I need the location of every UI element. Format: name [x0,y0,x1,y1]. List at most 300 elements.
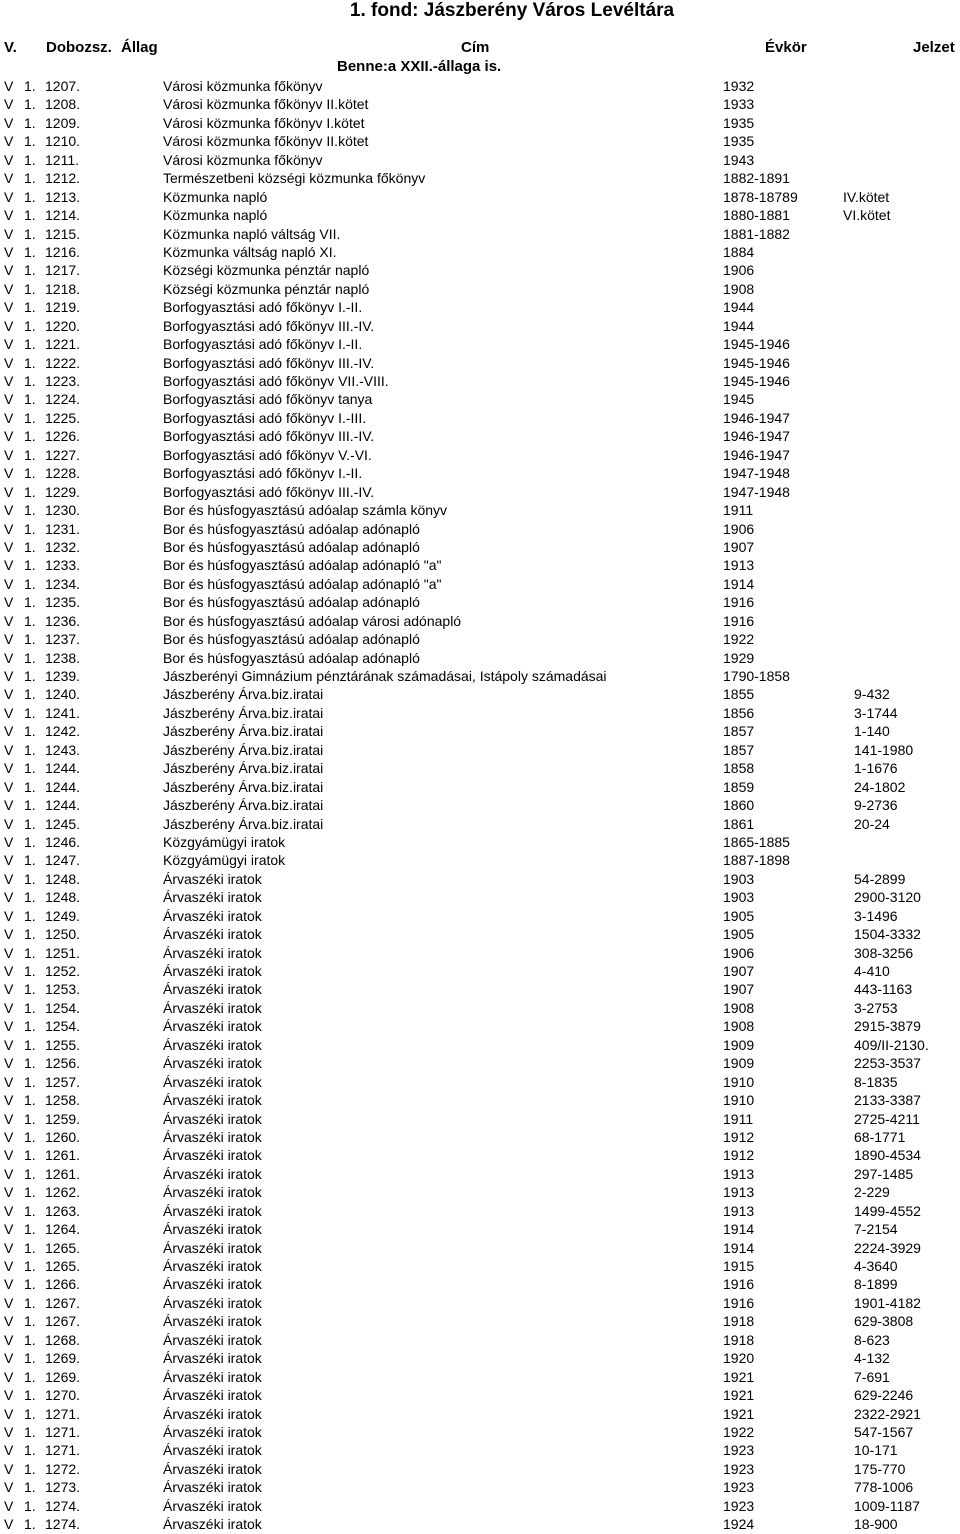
cell-dobozsz: 1. [24,1202,36,1219]
cell-evkor: 1884 [723,243,755,260]
table-row [0,427,960,445]
cell-cim: Bor és húsfogyasztású adóalap adónapló [163,649,420,666]
cell-cim: Árvaszéki iratok [163,981,262,998]
cell-dobozsz: 1. [24,963,36,979]
cell-dobozsz: 1. [24,170,36,187]
cell-allag: 1244. [45,797,81,814]
cell-allag: 1234. [45,575,81,592]
cell-v: V [4,668,14,684]
table-row [0,1110,960,1128]
cell-cim: Bor és húsfogyasztású adóalap adónapló [163,594,420,611]
cell-dobozsz: 1. [24,594,36,611]
table-row [0,390,960,408]
cell-cim: Árvaszéki iratok [163,1110,262,1127]
table-row [0,151,960,169]
cell-jelzet: 7-2154 [854,1221,898,1238]
cell-dobozsz: 1. [24,944,36,961]
cell-evkor: 1913 [723,557,755,574]
cell-jelzet: 1499-4552 [854,1202,921,1219]
cell-evkor: 1865-1885 [723,833,790,850]
cell-allag: 1211. [45,151,79,168]
cell-cim: Árvaszéki iratok [163,1423,262,1440]
table-row [0,1331,960,1349]
cell-evkor: 1935 [723,133,755,150]
cell-cim: Községi közmunka pénztár napló [163,262,370,279]
cell-evkor: 1947-1948 [723,483,790,500]
cell-v: V [4,502,14,519]
cell-dobozsz: 1. [24,207,36,224]
cell-v: V [4,188,14,205]
cell-jelzet: 1-1676 [854,760,898,777]
cell-dobozsz: 1. [24,760,36,777]
table-row [0,870,960,888]
table-row [0,630,960,648]
cell-dobozsz: 1. [24,1405,36,1422]
table-row [0,1073,960,1091]
table-row [0,188,960,206]
cell-allag: 1254. [45,1018,81,1035]
table-row [0,1460,960,1478]
cell-jelzet: 629-3808 [854,1313,914,1330]
table-row [0,1294,960,1312]
cell-allag: 1244. [45,760,81,777]
cell-evkor: 1944 [723,299,755,316]
cell-cim: Árvaszéki iratok [163,1184,262,1201]
cell-allag: 1222. [45,354,81,371]
table-row [0,1312,960,1330]
cell-evkor: 1906 [723,520,755,537]
cell-dobozsz: 1. [24,668,36,684]
header-evkor: Évkör [765,39,807,56]
cell-dobozsz: 1. [24,1331,36,1348]
cell-cim: Árvaszéki iratok [163,1331,262,1348]
cell-cim: Jászberény Árva.biz.iratai [163,760,324,777]
cell-allag: 1243. [45,741,81,758]
cell-evkor: 1913 [723,1165,755,1182]
cell-allag: 1271. [45,1405,81,1422]
cell-evkor: 1857 [723,723,755,740]
table-row [0,999,960,1017]
cell-v: V [4,870,14,887]
cell-jelzet: IV.kötet [843,188,890,205]
cell-v: V [4,557,14,574]
header-allag: Állag [121,39,158,56]
cell-v: V [4,963,14,979]
cell-v: V [4,409,14,426]
cell-v: V [4,999,14,1016]
table-row [0,114,960,132]
cell-v: V [4,133,14,150]
cell-dobozsz: 1. [24,741,36,758]
cell-cim: Árvaszéki iratok [163,1442,262,1459]
table-body [0,77,960,1534]
cell-evkor: 1943 [723,151,755,168]
cell-jelzet: 1890-4534 [854,1147,921,1164]
cell-v: V [4,391,14,408]
cell-v: V [4,262,14,279]
cell-jelzet: 2900-3120 [854,889,921,906]
cell-cim: Városi közmunka főkönyv II.kötet [163,96,369,113]
cell-v: V [4,373,14,389]
cell-jelzet: 175-770 [854,1460,906,1477]
page-title: 1. fond: Jászberény Város Levéltára [349,0,675,21]
cell-jelzet: 1-140 [854,723,890,740]
cell-dobozsz: 1. [24,133,36,150]
cell-evkor: 1922 [723,1423,755,1440]
cell-cim: Árvaszéki iratok [163,1147,262,1164]
cell-cim: Borfogyasztási adó főkönyv III.-IV. [163,354,375,371]
cell-cim: Bor és húsfogyasztású adóalap adónapló [163,538,420,555]
cell-allag: 1266. [45,1276,81,1293]
cell-cim: Közmunka napló [163,207,268,224]
cell-cim: Jászberény Árva.biz.iratai [163,704,324,721]
table-row [0,501,960,519]
table-row [0,464,960,482]
cell-allag: 1274. [45,1516,81,1533]
table-row [0,1128,960,1146]
cell-allag: 1207. [45,78,81,94]
cell-dobozsz: 1. [24,723,36,740]
cell-allag: 1254. [45,999,81,1016]
table-row [0,575,960,593]
cell-cim: Közgyámügyi iratok [163,852,286,869]
cell-jelzet: 8-623 [854,1331,890,1348]
cell-cim: Jászberény Árva.biz.iratai [163,778,324,795]
cell-allag: 1267. [45,1294,81,1311]
cell-v: V [4,1221,14,1238]
cell-cim: Árvaszéki iratok [163,1460,262,1477]
cell-jelzet: 10-171 [854,1442,898,1459]
cell-v: V [4,317,14,334]
cell-dobozsz: 1. [24,317,36,334]
cell-cim: Természetbeni községi közmunka főkönyv [163,170,426,187]
cell-evkor: 1915 [723,1258,755,1274]
cell-dobozsz: 1. [24,1221,36,1238]
cell-v: V [4,225,14,242]
cell-evkor: 1909 [723,1055,755,1072]
header-cim: Cím [461,39,490,56]
cell-v: V [4,981,14,998]
cell-evkor: 1905 [723,907,755,924]
cell-v: V [4,778,14,795]
cell-jelzet: 4-410 [854,963,890,979]
table-row [0,1091,960,1109]
cell-dobozsz: 1. [24,78,36,94]
cell-cim: Városi közmunka főkönyv I.kötet [163,114,365,131]
cell-cim: Árvaszéki iratok [163,1239,262,1256]
cell-evkor: 1918 [723,1331,755,1348]
cell-allag: 1231. [45,520,81,537]
cell-allag: 1247. [45,852,81,869]
cell-jelzet: 547-1567 [854,1423,914,1440]
table-row [0,538,960,556]
cell-evkor: 1907 [723,981,755,998]
cell-v: V [4,723,14,740]
cell-allag: 1219. [45,299,81,316]
cell-allag: 1223. [45,373,81,389]
cell-v: V [4,170,14,187]
cell-allag: 1229. [45,483,81,500]
cell-dobozsz: 1. [24,114,36,131]
cell-allag: 1263. [45,1202,81,1219]
cell-evkor: 1903 [723,870,755,887]
cell-v: V [4,1350,14,1367]
cell-dobozsz: 1. [24,1276,36,1293]
cell-cim: Városi közmunka főkönyv [163,78,323,94]
cell-evkor: 1929 [723,649,755,666]
cell-cim: Árvaszéki iratok [163,1092,262,1109]
cell-cim: Jászberény Árva.biz.iratai [163,797,324,814]
cell-dobozsz: 1. [24,428,36,445]
cell-jelzet: 778-1006 [854,1479,914,1496]
cell-v: V [4,1479,14,1496]
cell-dobozsz: 1. [24,336,36,353]
cell-v: V [4,1423,14,1440]
cell-dobozsz: 1. [24,1239,36,1256]
cell-jelzet: 2253-3537 [854,1055,921,1072]
table-row [0,556,960,574]
cell-evkor: 1908 [723,999,755,1016]
cell-allag: 1239. [45,668,81,684]
cell-cim: Borfogyasztási adó főkönyv III.-IV. [163,483,375,500]
cell-jelzet: 4-3640 [854,1258,898,1274]
cell-evkor: 1908 [723,280,755,297]
cell-allag: 1226. [45,428,81,445]
cell-jelzet: 2915-3879 [854,1018,921,1035]
cell-evkor: 1912 [723,1147,755,1164]
cell-dobozsz: 1. [24,1368,36,1385]
cell-dobozsz: 1. [24,1258,36,1274]
table-row [0,1368,960,1386]
cell-jelzet: 20-24 [854,815,890,832]
cell-dobozsz: 1. [24,280,36,297]
cell-dobozsz: 1. [24,483,36,500]
subheader-note: Benne:a XXII.-állaga is. [337,58,502,75]
cell-evkor: 1922 [723,631,755,648]
cell-evkor: 1923 [723,1460,755,1477]
cell-v: V [4,1294,14,1311]
table-row [0,1239,960,1257]
cell-allag: 1224. [45,391,81,408]
cell-evkor: 1914 [723,1239,755,1256]
cell-cim: Árvaszéki iratok [163,1018,262,1035]
cell-cim: Közmunka váltság napló XI. [163,243,337,260]
cell-evkor: 1860 [723,797,755,814]
cell-dobozsz: 1. [24,1387,36,1404]
cell-allag: 1228. [45,465,81,482]
cell-dobozsz: 1. [24,1423,36,1440]
cell-dobozsz: 1. [24,1313,36,1330]
cell-allag: 1236. [45,612,81,629]
cell-cim: Árvaszéki iratok [163,1350,262,1367]
cell-v: V [4,280,14,297]
cell-evkor: 1933 [723,96,755,113]
cell-cim: Árvaszéki iratok [163,944,262,961]
table-row [0,298,960,316]
cell-dobozsz: 1. [24,833,36,850]
cell-v: V [4,428,14,445]
cell-evkor: 1921 [723,1405,755,1422]
cell-cim: Borfogyasztási adó főkönyv I.-II. [163,465,363,482]
cell-dobozsz: 1. [24,557,36,574]
cell-allag: 1230. [45,502,81,519]
cell-v: V [4,1405,14,1422]
cell-jelzet: 1009-1187 [854,1497,920,1514]
cell-v: V [4,575,14,592]
cell-evkor: 1905 [723,926,755,943]
table-row [0,1257,960,1275]
cell-cim: Jászberényi Gimnázium pénztárának számadásai, Istápoly számadásai [163,668,607,684]
table-row [0,483,960,501]
cell-evkor: 1945-1946 [723,373,790,389]
cell-v: V [4,797,14,814]
cell-v: V [4,96,14,113]
cell-cim: Árvaszéki iratok [163,1128,262,1145]
table-row [0,1275,960,1293]
cell-v: V [4,815,14,832]
cell-allag: 1251. [45,944,81,961]
cell-v: V [4,354,14,371]
cell-cim: Árvaszéki iratok [163,1036,262,1053]
cell-dobozsz: 1. [24,391,36,408]
cell-evkor: 1913 [723,1184,755,1201]
cell-v: V [4,741,14,758]
cell-cim: Árvaszéki iratok [163,1516,262,1533]
cell-allag: 1271. [45,1423,81,1440]
cell-v: V [4,631,14,648]
cell-evkor: 1944 [723,317,755,334]
cell-cim: Borfogyasztási adó főkönyv I.-III. [163,409,367,426]
cell-evkor: 1906 [723,262,755,279]
cell-v: V [4,1110,14,1127]
cell-evkor: 1916 [723,1276,755,1293]
cell-dobozsz: 1. [24,1350,36,1367]
cell-evkor: 1945 [723,391,755,408]
cell-dobozsz: 1. [24,1497,36,1514]
cell-dobozsz: 1. [24,1018,36,1035]
cell-evkor: 1878-18789 [723,188,798,205]
cell-jelzet: 3-1744 [854,704,898,721]
cell-cim: Jászberény Árva.biz.iratai [163,723,324,740]
cell-evkor: 1911 [723,502,754,519]
cell-cim: Jászberény Árva.biz.iratai [163,741,324,758]
cell-evkor: 1913 [723,1202,755,1219]
cell-v: V [4,1460,14,1477]
cell-evkor: 1911 [723,1110,754,1127]
cell-jelzet: 2322-2921 [854,1405,921,1422]
cell-cim: Árvaszéki iratok [163,1055,262,1072]
cell-jelzet: 18-900 [854,1516,898,1533]
cell-evkor: 1861 [723,815,755,832]
table-row [0,520,960,538]
cell-evkor: 1906 [723,944,755,961]
table-row [0,1386,960,1404]
cell-cim: Városi közmunka főkönyv [163,151,323,168]
cell-allag: 1215. [45,225,81,242]
cell-evkor: 1921 [723,1387,755,1404]
cell-dobozsz: 1. [24,575,36,592]
cell-cim: Árvaszéki iratok [163,1221,262,1238]
cell-dobozsz: 1. [24,262,36,279]
cell-evkor: 1932 [723,78,755,94]
cell-evkor: 1880-1881 [723,207,790,224]
cell-dobozsz: 1. [24,870,36,887]
table-row [0,1146,960,1164]
cell-cim: Árvaszéki iratok [163,1276,262,1293]
cell-v: V [4,1276,14,1293]
cell-dobozsz: 1. [24,1055,36,1072]
cell-v: V [4,483,14,500]
cell-evkor: 1790-1858 [723,668,790,684]
cell-cim: Árvaszéki iratok [163,889,262,906]
cell-cim: Árvaszéki iratok [163,907,262,924]
cell-cim: Árvaszéki iratok [163,1165,262,1182]
cell-allag: 1225. [45,409,81,426]
cell-dobozsz: 1. [24,981,36,998]
cell-evkor: 1903 [723,889,755,906]
cell-v: V [4,1497,14,1514]
cell-dobozsz: 1. [24,1184,36,1201]
cell-jelzet: 7-691 [854,1368,890,1385]
cell-allag: 1250. [45,926,81,943]
cell-allag: 1218. [45,280,81,297]
cell-dobozsz: 1. [24,502,36,519]
cell-evkor: 1921 [723,1368,755,1385]
cell-v: V [4,1055,14,1072]
cell-dobozsz: 1. [24,907,36,924]
cell-v: V [4,833,14,850]
cell-allag: 1268. [45,1331,81,1348]
cell-cim: Árvaszéki iratok [163,1202,262,1219]
cell-cim: Bor és húsfogyasztású adóalap adónapló [163,631,420,648]
table-row [0,1478,960,1496]
cell-cim: Borfogyasztási adó főkönyv III.-IV. [163,428,375,445]
table-row [0,888,960,906]
cell-allag: 1271. [45,1442,81,1459]
cell-v: V [4,944,14,961]
cell-v: V [4,1018,14,1035]
cell-allag: 1214. [45,207,81,224]
cell-dobozsz: 1. [24,96,36,113]
cell-jelzet: 1504-3332 [854,926,921,943]
cell-evkor: 1907 [723,538,755,555]
cell-cim: Bor és húsfogyasztású adóalap számla könyv [163,502,448,519]
cell-evkor: 1920 [723,1350,755,1367]
table-row [0,833,960,851]
cell-allag: 1265. [45,1258,81,1274]
cell-jelzet: 2725-4211 [854,1110,920,1127]
cell-v: V [4,1368,14,1385]
cell-jelzet: 54-2899 [854,870,906,887]
cell-v: V [4,926,14,943]
cell-v: V [4,1128,14,1145]
cell-evkor: 1910 [723,1092,755,1109]
cell-dobozsz: 1. [24,1442,36,1459]
cell-evkor: 1916 [723,612,755,629]
cell-cim: Közmunka napló [163,188,268,205]
table-row [0,261,960,279]
cell-dobozsz: 1. [24,926,36,943]
cell-v: V [4,1073,14,1090]
table-row [0,169,960,187]
cell-dobozsz: 1. [24,373,36,389]
cell-dobozsz: 1. [24,465,36,482]
cell-evkor: 1881-1882 [723,225,790,242]
cell-v: V [4,207,14,224]
cell-cim: Árvaszéki iratok [163,926,262,943]
cell-v: V [4,594,14,611]
cell-v: V [4,465,14,482]
